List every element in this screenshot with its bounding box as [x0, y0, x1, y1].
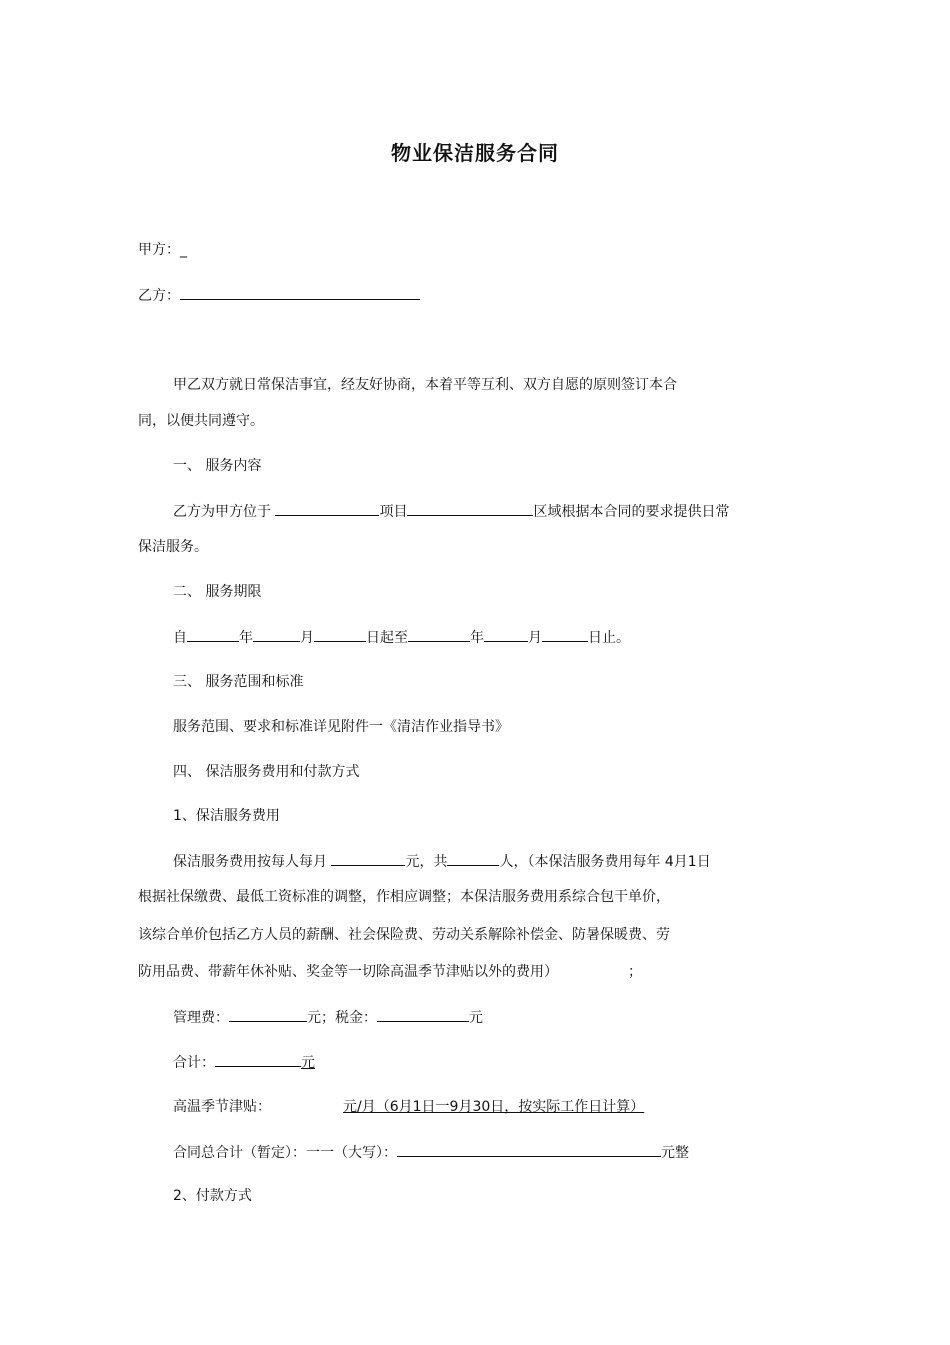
- intro-line-2: 同，以便共同遵守。: [138, 413, 264, 429]
- management-fee-blank[interactable]: [229, 1007, 307, 1022]
- total-unit-label: 元: [301, 1055, 315, 1071]
- total-line: [173, 1052, 315, 1073]
- end-year-blank[interactable]: [408, 627, 470, 642]
- management-fee-line: [173, 1007, 483, 1028]
- service-content-line: [173, 501, 729, 522]
- document-title: 物业保洁服务合同: [391, 141, 559, 165]
- tax-blank[interactable]: [377, 1007, 469, 1022]
- project-blank[interactable]: [407, 501, 533, 516]
- summer-allowance-label: 高温季节津贴：: [173, 1099, 271, 1115]
- subsection-2-heading: 2、付款方式: [173, 1188, 252, 1204]
- scope-text: 服务范围、要求和标准详见附件一《清洁作业指导书》: [173, 719, 509, 735]
- start-year-blank[interactable]: [187, 627, 239, 642]
- fee-line-3: 该综合单价包括乙方人员的薪酬、社会保险费、劳动关系解除补偿金、防暑保暖费、劳: [138, 927, 670, 943]
- section-2-heading: 二、 服务期限: [173, 584, 262, 600]
- grand-total-unit: 元整: [661, 1145, 689, 1161]
- month-label: 月: [300, 630, 314, 646]
- party-b-blank[interactable]: [180, 285, 420, 300]
- area-label: 区域根据本合同的要求提供日常: [533, 504, 730, 520]
- grand-total-line: [173, 1142, 689, 1163]
- period-from-label: 自: [173, 630, 187, 646]
- day-to-label: 日起至: [366, 630, 408, 646]
- party-a-line: 甲方：_: [138, 242, 187, 258]
- fee-line-1: [173, 851, 711, 872]
- fee-line-4-text: 防用品费、带薪年休补贴、奖金等一切除高温季节津贴以外的费用）: [138, 964, 558, 980]
- headcount-blank[interactable]: [447, 851, 499, 866]
- fee-adjust-text: 人，（本保洁服务费用每年 4月1日: [499, 854, 711, 870]
- end-month-blank[interactable]: [484, 627, 528, 642]
- location-blank[interactable]: [275, 501, 379, 516]
- fee-line-4-end: ；: [628, 964, 642, 980]
- fee-line-4: [138, 962, 642, 982]
- section-4-heading: 四、 保洁服务费用和付款方式: [173, 764, 360, 780]
- fee-amount-blank[interactable]: [331, 851, 405, 866]
- service-period-line: [173, 627, 630, 648]
- summer-allowance-value: 元/月（6月1日一9月30日，按实际工作日计算）: [343, 1099, 645, 1115]
- management-fee-label: 管理费：: [173, 1010, 229, 1026]
- end-day-blank[interactable]: [542, 627, 588, 642]
- year-label: 年: [239, 630, 253, 646]
- total-blank[interactable]: [215, 1052, 301, 1067]
- grand-total-label: 合同总合计（暂定）：一一（大写）：: [173, 1145, 397, 1161]
- grand-total-blank[interactable]: [397, 1142, 661, 1157]
- section-1-heading: 一、 服务内容: [173, 458, 262, 474]
- total-label: 合计：: [173, 1055, 215, 1071]
- start-day-blank[interactable]: [314, 627, 366, 642]
- service-content-line-2: 保洁服务。: [138, 539, 208, 555]
- summer-allowance-line: [173, 1097, 644, 1117]
- end-year-label: 年: [470, 630, 484, 646]
- intro-line-1: 甲乙双方就日常保洁事宜，经友好协商，本着平等互利、双方自愿的原则签订本合: [173, 377, 677, 393]
- party-b-label: 乙方：: [138, 288, 180, 304]
- start-month-blank[interactable]: [253, 627, 300, 642]
- fee-per-person-label: 保洁服务费用按每人每月: [173, 854, 327, 870]
- service-location-label: 乙方为甲方位于: [173, 504, 271, 520]
- subsection-1-heading: 1、保洁服务费用: [173, 808, 280, 824]
- section-3-heading: 三、 服务范围和标准: [173, 674, 304, 690]
- end-day-label: 日止。: [588, 630, 630, 646]
- end-month-label: 月: [528, 630, 542, 646]
- party-b-line: [138, 285, 420, 306]
- tax-label: 元；税金：: [307, 1010, 377, 1026]
- tax-unit-label: 元: [469, 1010, 483, 1026]
- fee-yuan-label: 元，共: [405, 854, 448, 870]
- fee-line-2: 根据社保缴费、最低工资标准的调整，作相应调整；本保洁服务费用系综合包干单价，: [138, 889, 670, 905]
- project-label: 项目: [379, 504, 408, 520]
